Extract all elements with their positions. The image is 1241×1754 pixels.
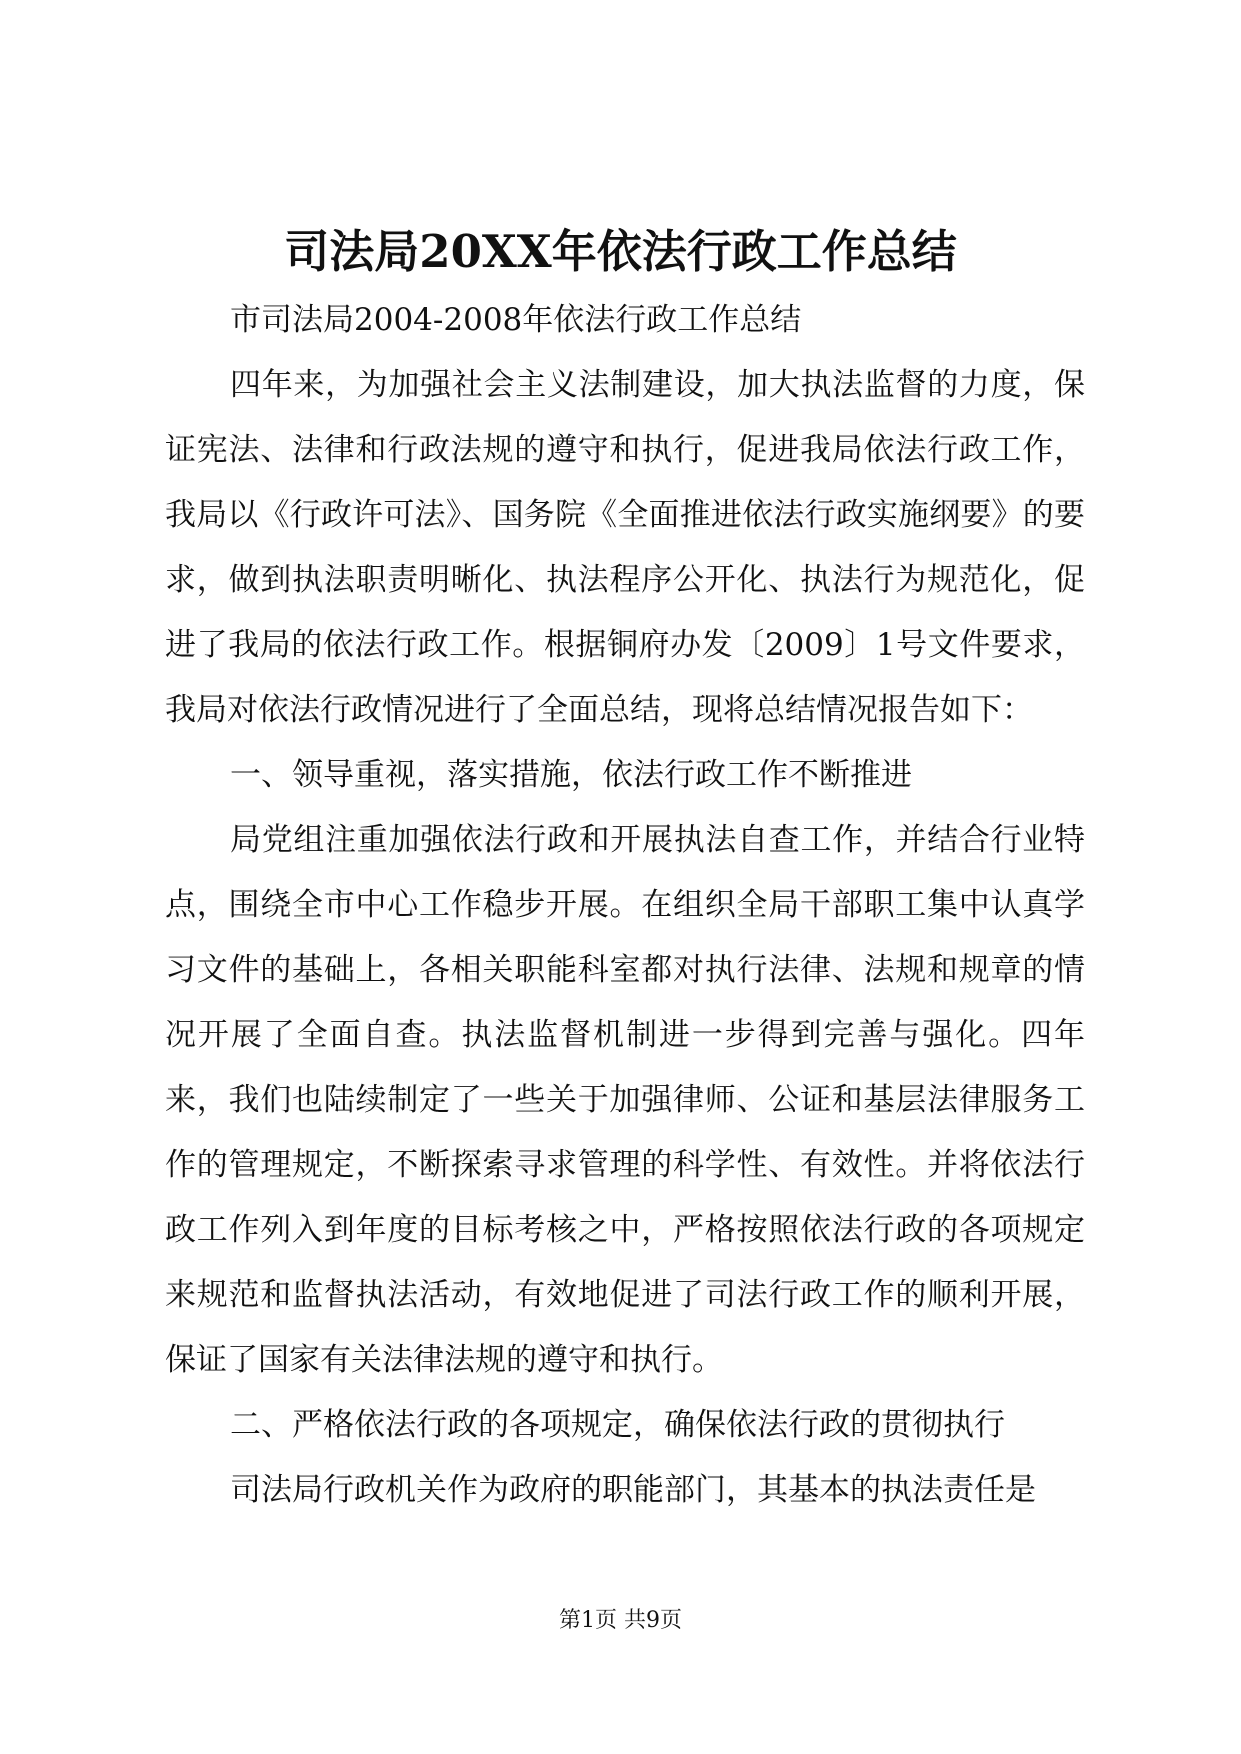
document-title: 司法局20XX年依法行政工作总结 xyxy=(284,225,957,278)
subtitle-line: 市司法局2004-2008年依法行政工作总结 xyxy=(230,302,802,338)
paragraph-section-1: 局党组注重加强依法行政和开展执法自查工作，并结合行业特点，围绕全市中心工作稳步开展。在组织全局干部职工集中认真学习文件的基础上，各相关职能科室都对执行法律、法规和规章的情况开展了全面自查。执法监督机制进一步得到完善与强化。四年来，我们也陆续制定了一些关于加强律师、公证和基层法律服务工作的管理规定，不断探索寻求管理的科学性、有效性。并将依法行政工作列入到年度的目标考核之中，严格按照依法行政的各项规定来规范和监督执法活动，有效地促进了司法行政工作的顺利开展，保证了国家有关法律法规的遵守和执行。 xyxy=(165,822,1085,1378)
section-heading-2: 二、严格依法行政的各项规定，确保依法行政的贯彻执行 xyxy=(230,1407,1005,1443)
section-heading-1: 一、领导重视，落实措施，依法行政工作不断推进 xyxy=(230,757,912,793)
paragraph-section-2: 司法局行政机关作为政府的职能部门，其基本的执法责任是 xyxy=(230,1472,1036,1508)
paragraph-intro: 四年来，为加强社会主义法制建设，加大执法监督的力度，保证宪法、法律和行政法规的遵守和执行，促进我局依法行政工作，我局以《行政许可法》、国务院《全面推进依法行政实施纲要》的要求，做到执法职责明晰化、执法程序公开化、执法行为规范化，促进了我局的依法行政工作。根据铜府办发〔2009〕1号文件要求，我局对依法行政情况进行了全面总结，现将总结情况报告如下： xyxy=(165,367,1085,728)
page-footer: 第1页 共9页 xyxy=(559,1608,682,1633)
document-body xyxy=(165,288,1085,1523)
